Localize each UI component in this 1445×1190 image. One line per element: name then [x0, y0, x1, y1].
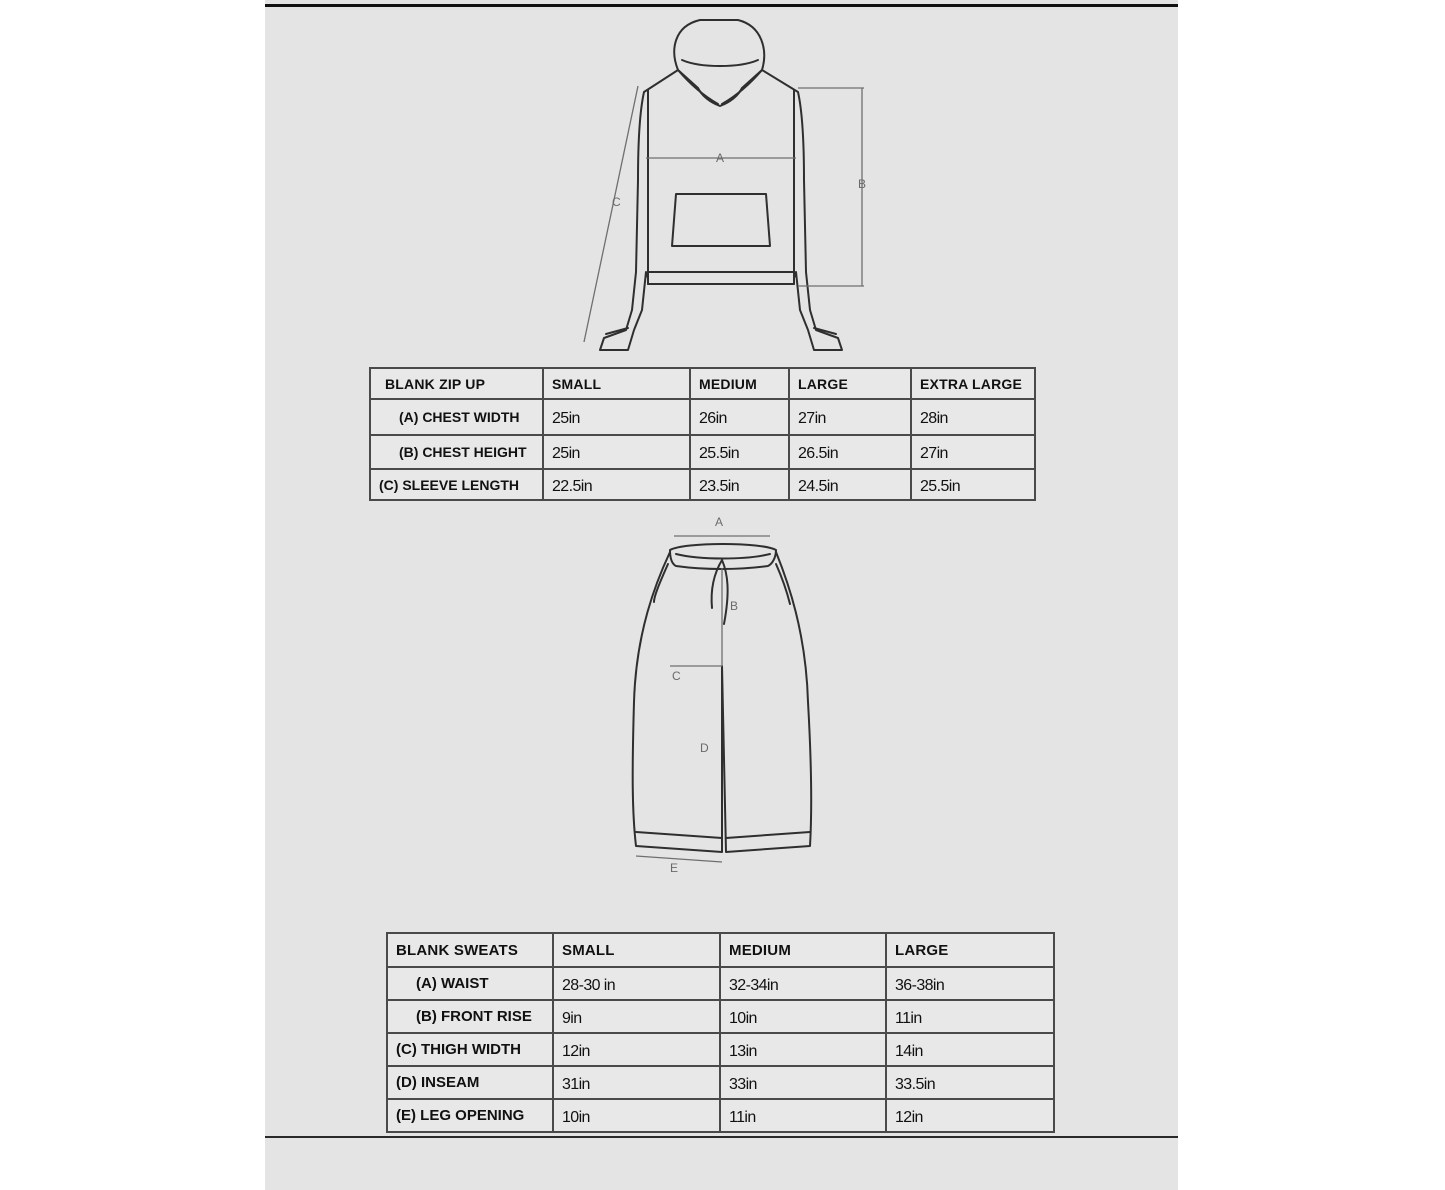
sweats-label-d: D: [700, 741, 709, 755]
row-label: (C) THIGH WIDTH: [387, 1033, 553, 1066]
table-row: [387, 1033, 1054, 1066]
value-cell: 24.5in: [789, 469, 911, 500]
value-cell: 27in: [911, 435, 1035, 469]
bottom-rule: [265, 1136, 1178, 1138]
table-header-row: [387, 933, 1054, 967]
value-cell: 11in: [720, 1099, 886, 1132]
header-cell: SMALL: [543, 368, 690, 399]
table-row: [370, 435, 1035, 469]
value-cell: 10in: [553, 1099, 720, 1132]
value-cell: 12in: [553, 1033, 720, 1066]
sweats-diagram: [620, 512, 820, 882]
hoodie-pocket: [672, 194, 770, 246]
row-label: (A) WAIST: [387, 967, 553, 1000]
header-cell: BLANK ZIP UP: [370, 368, 543, 399]
value-cell: 33in: [720, 1066, 886, 1099]
sweats-label-c: C: [672, 669, 681, 683]
hoodie-diagram: [570, 10, 880, 360]
value-cell: 25in: [543, 435, 690, 469]
value-cell: 22.5in: [543, 469, 690, 500]
header-cell: SMALL: [553, 933, 720, 967]
row-label: (B) CHEST HEIGHT: [370, 435, 543, 469]
row-label: (D) INSEAM: [387, 1066, 553, 1099]
header-cell: EXTRA LARGE: [911, 368, 1035, 399]
row-label: (B) FRONT RISE: [387, 1000, 553, 1033]
value-cell: 26.5in: [789, 435, 911, 469]
value-cell: 14in: [886, 1033, 1054, 1066]
table-header-row: [370, 368, 1035, 399]
hoodie-label-a: A: [716, 151, 725, 165]
hoodie-label-b: B: [858, 177, 867, 191]
top-rule: [265, 4, 1178, 7]
value-cell: 9in: [553, 1000, 720, 1033]
table-row: [370, 469, 1035, 500]
table-row: [387, 1066, 1054, 1099]
value-cell: 27in: [789, 399, 911, 435]
value-cell: 25.5in: [911, 469, 1035, 500]
value-cell: 13in: [720, 1033, 886, 1066]
value-cell: 11in: [886, 1000, 1054, 1033]
value-cell: 31in: [553, 1066, 720, 1099]
header-cell: BLANK SWEATS: [387, 933, 553, 967]
sweats-size-table: [386, 932, 1055, 1133]
value-cell: 33.5in: [886, 1066, 1054, 1099]
value-cell: 23.5in: [690, 469, 789, 500]
value-cell: 28-30 in: [553, 967, 720, 1000]
header-cell: MEDIUM: [690, 368, 789, 399]
value-cell: 25in: [543, 399, 690, 435]
value-cell: 10in: [720, 1000, 886, 1033]
table-row: [387, 967, 1054, 1000]
sweats-label-b: B: [730, 599, 739, 613]
header-cell: LARGE: [789, 368, 911, 399]
hoodie-body: [600, 70, 842, 350]
row-label: (E) LEG OPENING: [387, 1099, 553, 1132]
table-row: [387, 1000, 1054, 1033]
header-cell: MEDIUM: [720, 933, 886, 967]
header-cell: LARGE: [886, 933, 1054, 967]
value-cell: 28in: [911, 399, 1035, 435]
value-cell: 25.5in: [690, 435, 789, 469]
hoodie-label-c: C: [612, 195, 621, 209]
hoodie-size-table: [369, 367, 1036, 501]
value-cell: 26in: [690, 399, 789, 435]
row-label: (C) SLEEVE LENGTH: [370, 469, 543, 500]
value-cell: 36-38in: [886, 967, 1054, 1000]
sweats-label-a: A: [715, 515, 724, 529]
table-row: [370, 399, 1035, 435]
sweats-label-e: E: [670, 861, 679, 875]
table-row: [387, 1099, 1054, 1132]
value-cell: 32-34in: [720, 967, 886, 1000]
value-cell: 12in: [886, 1099, 1054, 1132]
row-label: (A) CHEST WIDTH: [370, 399, 543, 435]
